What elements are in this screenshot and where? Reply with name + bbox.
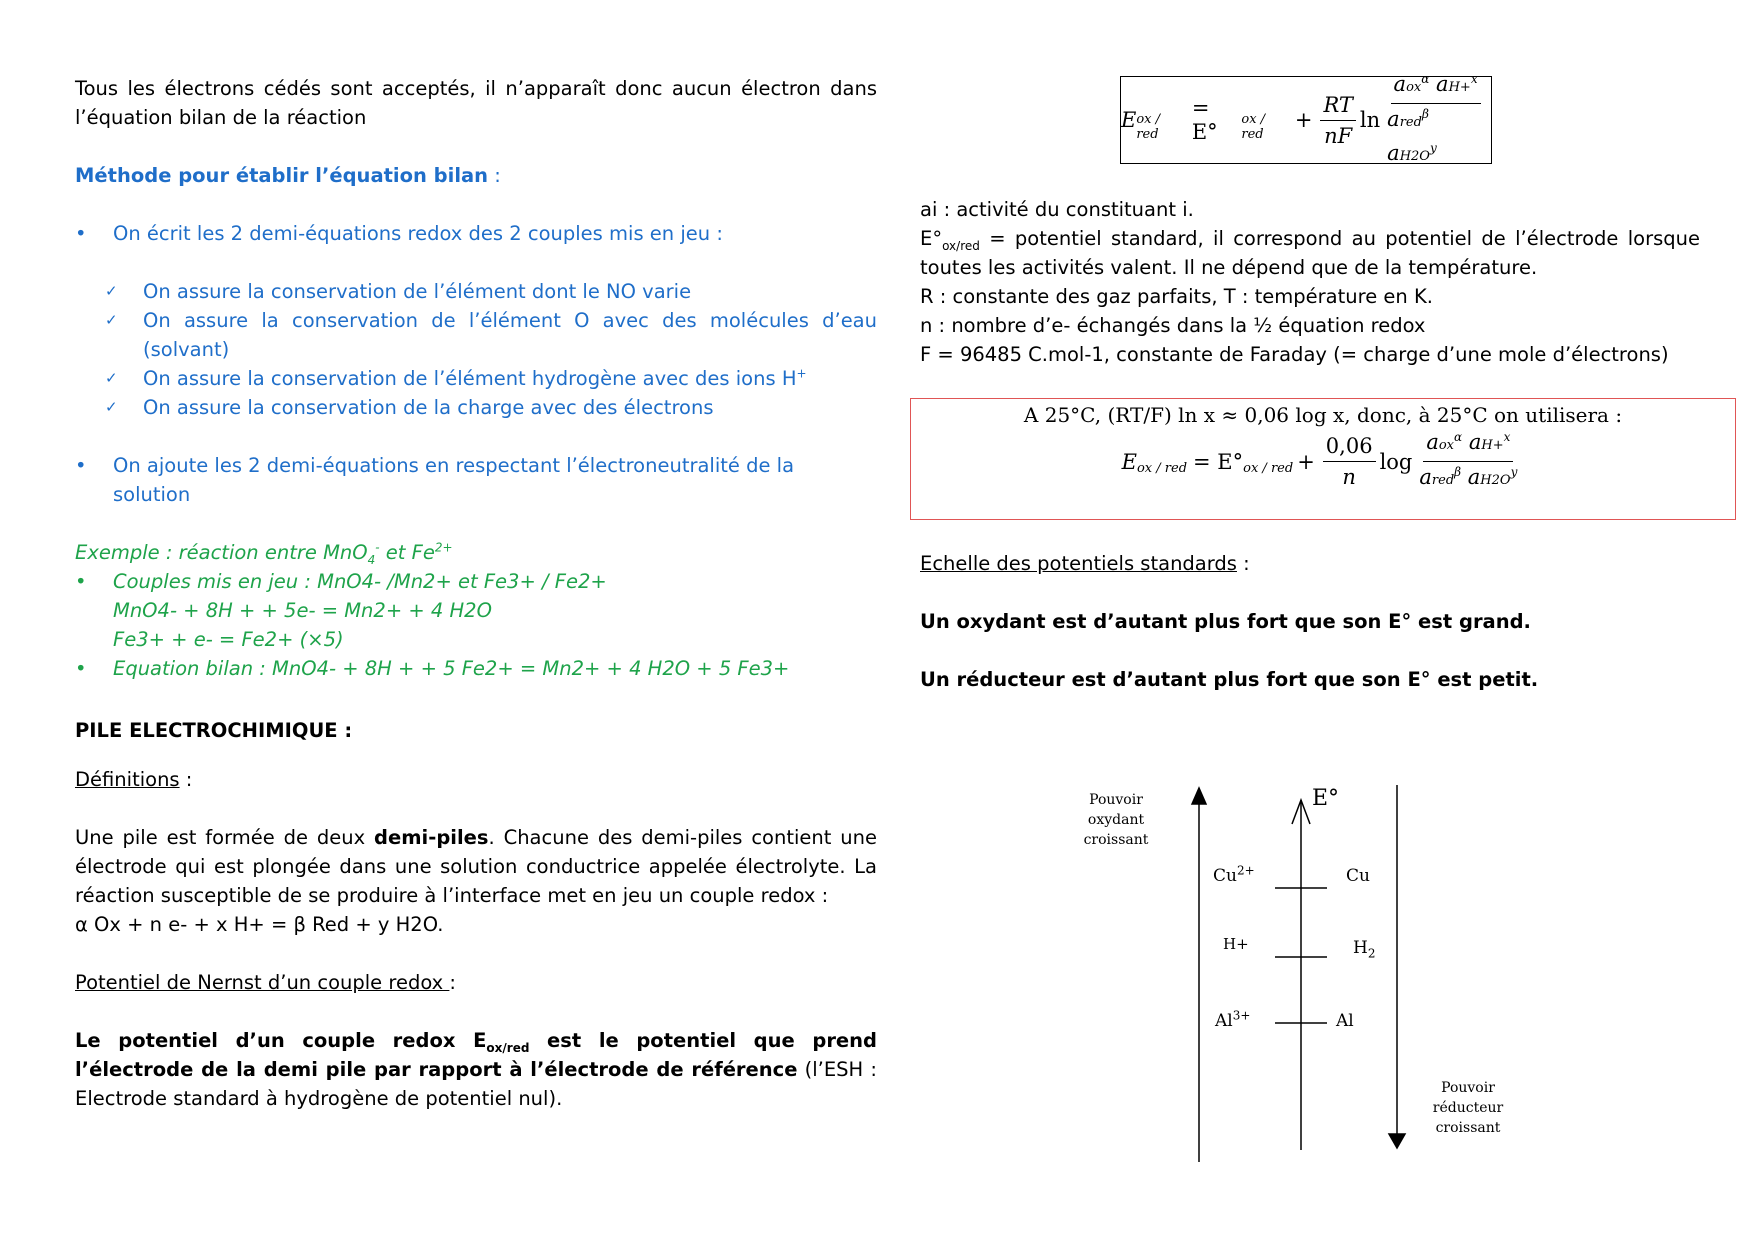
method-title: Méthode pour établir l’équation bilan : — [75, 164, 501, 187]
n-definition: n : nombre d’e- échangés dans la ½ équation redox — [920, 314, 1426, 337]
activity-ratio: $\frac{aox^\alpha aH+^x}{ared^\beta aH2O^y}$ — [1384, 69, 1487, 172]
reductant-power-label: Pouvoir réducteur croissant — [1432, 1080, 1504, 1136]
e0-label: E° — [1312, 786, 1340, 811]
scale-title: Echelle des potentiels standards : — [920, 552, 1250, 575]
reductant-al: Al — [1336, 1011, 1354, 1031]
activity-definition: ai : activité du constituant i. — [920, 198, 1194, 221]
approximation-text: A 25°C, (RT/F) ln x ≈ 0,06 log x, donc, à 25°C on utilisera : — [1023, 403, 1623, 427]
standard-potential-definition: $E^\circ_{ox/red}$ = potentiel standard, il correspond au potentiel de l’électrode lorsque toutes les activités valent. Il ne dépend que de la température. — [920, 227, 1700, 279]
checkmark-icon: ✓ — [105, 369, 118, 387]
rt-nf-fraction: $\frac{RT}{nF}$ — [1320, 90, 1355, 151]
potential-definition: Le potentiel d’un couple redox $E_{ox/red}$ est le potentiel que prend l’électrode de la demi pile par rapport à l’électrode de référence (l’ESH : Electrode standard à hydrogène de potentiel nul). — [75, 1029, 877, 1110]
check-item: ✓ On assure la conservation de l’élément dont le NO varie — [75, 277, 877, 306]
oxidant-al: $Al^{3+}$ — [1215, 1008, 1251, 1031]
example-title: Exemple : réaction entre MnO$_4$- et $Fe^{2+}$ — [75, 540, 453, 567]
oxidant-h: H+ — [1223, 935, 1249, 953]
oxidant-cu: $Cu^{2+}$ — [1213, 863, 1255, 886]
check-item: ✓ On assure la conservation de la charge avec des électrons — [75, 393, 877, 422]
intro-text: Tous les électrons cédés sont acceptés, il n’apparaît donc aucun électron dans l’équation bilan de la réaction — [75, 77, 877, 129]
step-2: • On ajoute les 2 demi-équations en respectant l’électroneutralité de la solution — [75, 451, 877, 509]
reductant-h2: $H_2$ — [1353, 938, 1376, 961]
arrow-up-icon — [1192, 788, 1206, 804]
nernst-equation-box: E ox / red = E° ox / red + $\frac{RT}{nF}$ ln $\frac{aox^\alpha aH+^x}{ared^\beta aH2O^y}$ — [1120, 76, 1492, 164]
check-item: ✓ On assure la conservation de l’élément O avec des molécules d’eau (solvant) — [75, 306, 877, 364]
example-bilan: • Equation bilan : MnO4- + 8H + + 5 Fe2+ = Mn2+ + 4 H2O + 5 Fe3+ — [75, 654, 877, 683]
definition-equation: α Ox + n e- + x H+ = β Red + y H2O. — [75, 913, 444, 936]
example-half-2: Fe3+ + e- = Fe2+ (×5) — [113, 628, 344, 651]
f-definition: F = 96485 C.mol-1, constante de Faraday (= charge d’une mole d’électrons) — [920, 343, 1669, 366]
arrow-down-icon — [1389, 1134, 1405, 1148]
example-couples: • Couples mis en jeu : MnO4- /Mn2+ et Fe3+ / Fe2+ — [75, 567, 877, 596]
reductant-cu: Cu — [1346, 866, 1370, 886]
oxidant-power-label: Pouvoir oxydant croissant — [1083, 792, 1149, 848]
nernst-title: Potentiel de Nernst d’un couple redox : — [75, 971, 456, 994]
definition-text: Une pile est formée de deux demi-piles. Chacune des demi-piles contient une électrode qui est plongée dans une solution conductrice appelée électrolyte. La réaction susceptible de se produire à l’interface met en jeu un couple redox : — [75, 826, 877, 907]
check-item: ✓ On assure la conservation de l’élément hydrogène avec des ions H+ — [75, 364, 877, 393]
nernst-25c-equation: E ox / red = E° ox / red + $\frac{0,06}{n}$ log $\frac{aox^\alpha aH+^x}{ared^\beta aH2O^y}$ — [911, 427, 1735, 496]
checkmark-icon: ✓ — [105, 398, 118, 416]
step-1: • On écrit les 2 demi-équations redox des 2 couples mis en jeu : — [75, 219, 877, 248]
example-half-1: MnO4- + 8H + + 5e- = Mn2+ + 4 H2O — [113, 599, 492, 622]
r-definition: R : constante des gaz parfaits, T : température en K. — [920, 285, 1433, 308]
reductant-rule: Un réducteur est d’autant plus fort que son E° est petit. — [920, 668, 1539, 691]
checkmark-icon: ✓ — [105, 311, 118, 329]
coef-fraction: $\frac{0,06}{n}$ — [1323, 431, 1376, 492]
definitions-title: Définitions : — [75, 768, 193, 791]
pile-title: PILE ELECTROCHIMIQUE : — [75, 719, 353, 742]
oxidant-rule: Un oxydant est d’autant plus fort que son E° est grand. — [920, 610, 1531, 633]
checkmark-icon: ✓ — [105, 282, 118, 300]
activity-ratio: $\frac{aox^\alpha aH+^x}{ared^\beta aH2O^y}$ — [1416, 427, 1520, 496]
